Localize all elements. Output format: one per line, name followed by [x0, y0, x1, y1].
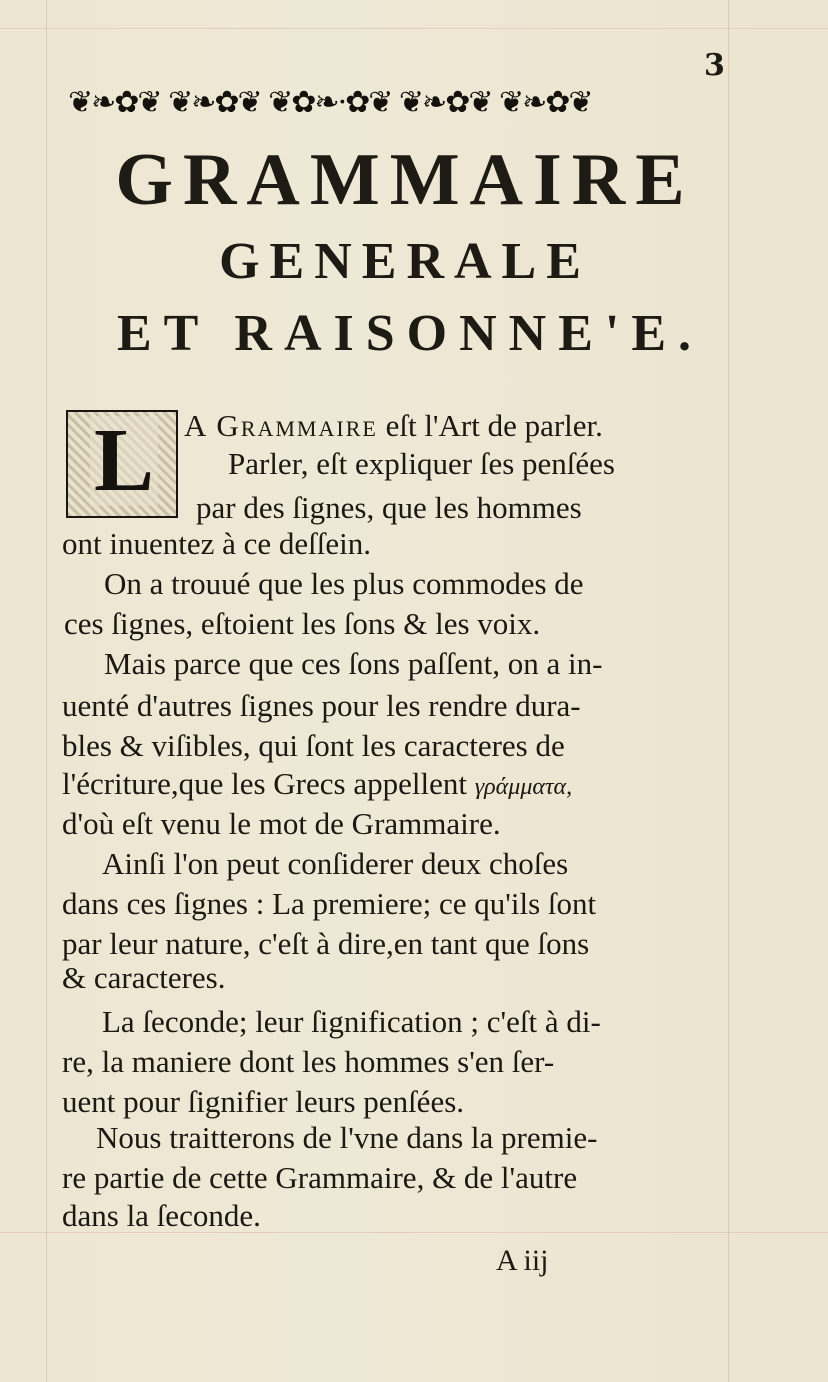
text-line: dans ces ſignes : La premiere; ce qu'ils ſont [62, 886, 597, 921]
page-number: 3 [704, 48, 725, 83]
text-line: & caracteres. [62, 960, 226, 995]
text-line: Ainſi l'on peut conſiderer deux choſes [102, 846, 569, 881]
title-line-1: GRAMMAIRE [115, 139, 695, 221]
margin-rule-top [0, 28, 828, 29]
text-line-part: l'écriture,que les Grecs appellent [62, 766, 467, 801]
initial-letter: L [90, 416, 158, 506]
text-line: uent pour ſignifier leurs penſées. [62, 1084, 465, 1119]
title-line-2: GENERALE [219, 233, 591, 290]
decorative-ornament-band [68, 82, 732, 122]
text-line: bles & viſibles, qui ſont les caracteres de [62, 728, 565, 763]
signature-mark: A iij [496, 1244, 549, 1277]
ornament-flourish: ❦❧✿❦ ❦❧✿❦ ❦✿❧·✿❦ ❦❧✿❦ ❦❧✿❦ [68, 84, 592, 120]
smallcaps-opening: A Grammaire [184, 408, 378, 443]
greek-word: γράμματα, [474, 774, 573, 800]
text-line: Mais parce que ces ſons paſſent, on a in- [104, 646, 603, 681]
text-line: re partie de cette Grammaire, & de l'autre [62, 1160, 578, 1195]
text-line: uenté d'autres ſignes pour les rendre dura- [62, 688, 581, 723]
text-line: ces ſignes, eſtoient les ſons & les voix. [64, 606, 541, 641]
text-line: La ſeconde; leur ſignification ; c'eſt à di- [102, 1004, 601, 1039]
text-line: par des ſignes, que les hommes [196, 490, 582, 525]
title-line-3: ET RAISONNE'E. [116, 305, 704, 362]
text-line: On a trouué que les plus commodes de [104, 566, 584, 601]
text-line: d'où eſt venu le mot de Grammaire. [62, 806, 501, 841]
decorated-initial [66, 410, 178, 518]
text-line: re, la maniere dont les hommes s'en ſer- [62, 1044, 555, 1079]
margin-rule-left [46, 0, 47, 1382]
text-line: dans la ſeconde. [62, 1198, 261, 1233]
text-line: Parler, eſt expliquer ſes penſées [228, 446, 615, 481]
text-line-0 [184, 408, 603, 444]
text-line [62, 766, 572, 802]
text-line: ont inuentez à ce deſſein. [62, 526, 372, 561]
text-line: Nous traitterons de l'vne dans la premie- [96, 1120, 598, 1155]
text-line: par leur nature, c'eſt à dire,en tant que ſons [62, 926, 590, 961]
first-line-rest: eſt l'Art de parler. [377, 408, 603, 443]
